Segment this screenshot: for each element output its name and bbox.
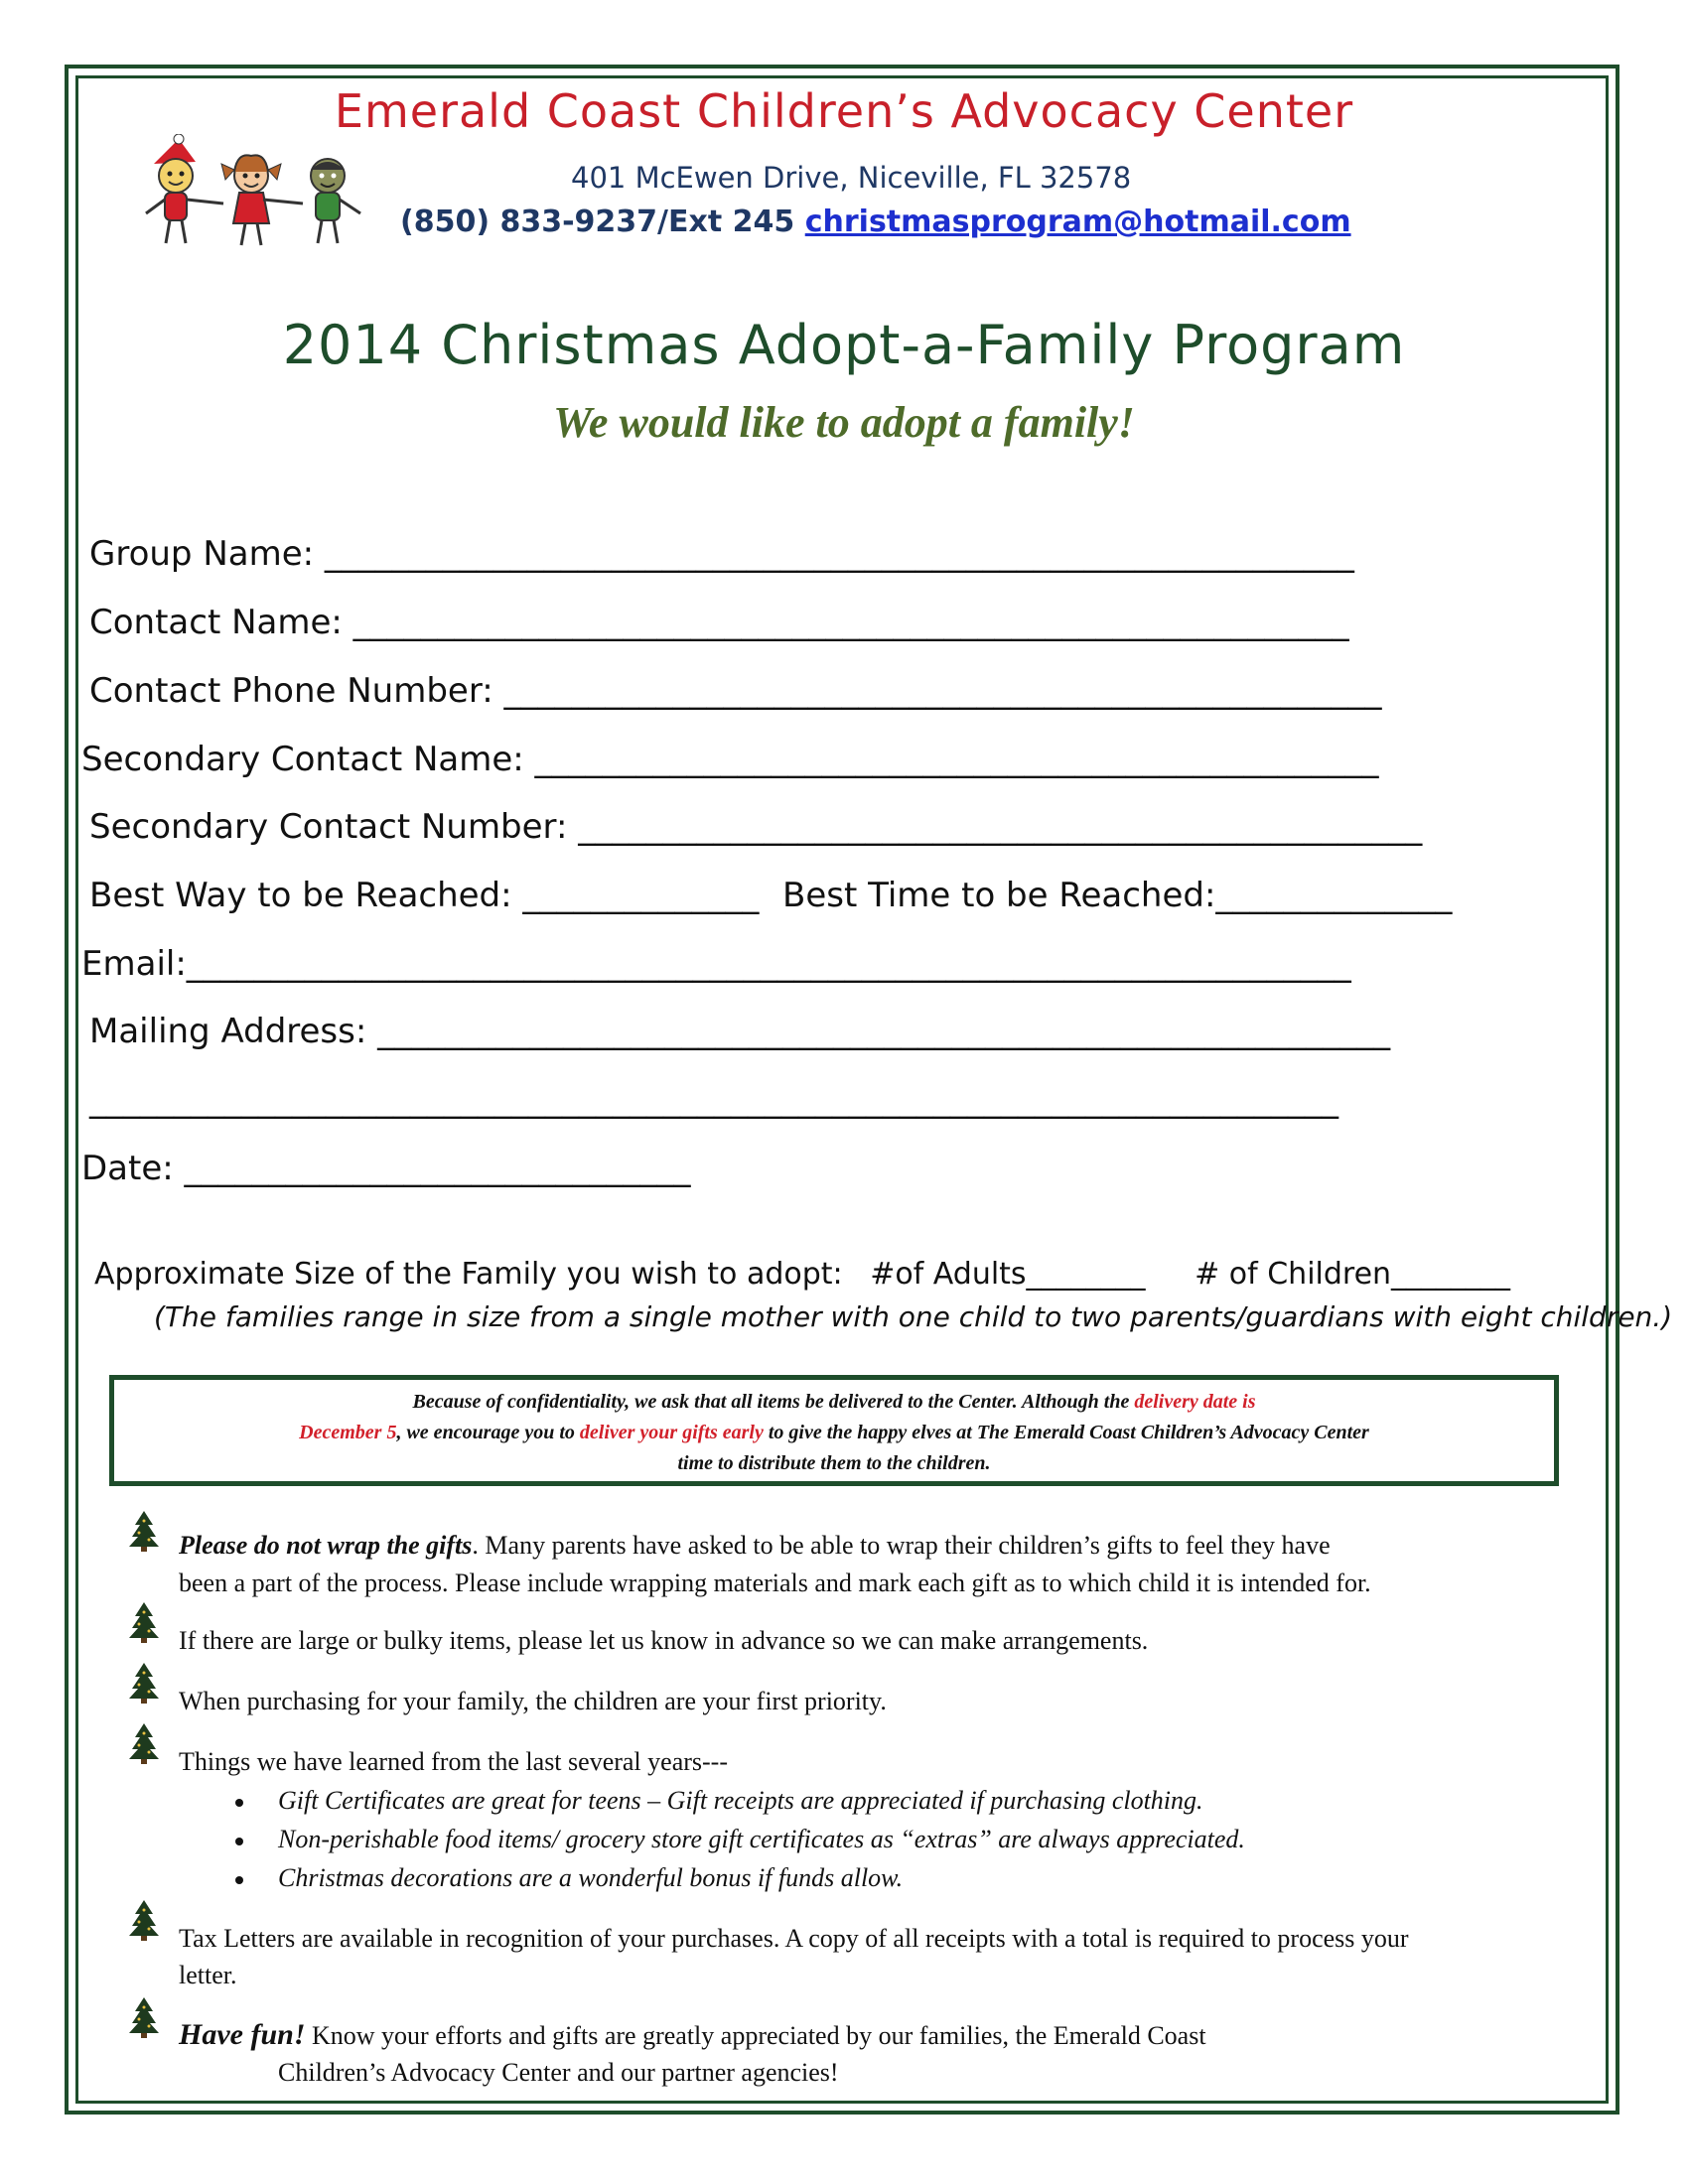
christmas-tree-icon [127, 1898, 161, 1942]
sub-item-gift-certificates: Gift Certificates are great for teens – Gift receipts are appreciated if purchasing clothing. [278, 1786, 1203, 1815]
mailing-address-field[interactable]: Mailing Address: ____________________________________________________________ [89, 1012, 1391, 1051]
sub-bullet-dot [235, 1876, 243, 1884]
christmas-tree-icon [127, 1995, 161, 2039]
christmas-tree-icon [127, 1661, 161, 1705]
christmas-tree-icon [127, 1509, 161, 1553]
bullet-item-wrapping-line2: been a part of the process. Please include wrapping materials and mark each gift as to which child it is intended for. [179, 1569, 1371, 1597]
organization-address: 401 McEwen Drive, Niceville, FL 32578 [571, 161, 1132, 195]
sub-bullet-dot [235, 1838, 243, 1845]
bullet-item-tax-letters: Tax Letters are available in recognition of your purchases. A copy of all receipts with a total is required to process your [179, 1924, 1409, 1953]
bullet-item-priority: When purchasing for your family, the children are your first priority. [179, 1687, 887, 1715]
secondary-contact-number-field[interactable]: Secondary Contact Number: __________________________________________________ [89, 807, 1423, 847]
notice-line-3: time to distribute them to the children. [677, 1452, 991, 1474]
family-size-label: Approximate Size of the Family you wish to adopt: [94, 1257, 843, 1292]
bullet-item-learned: Things we have learned from the last several years--- [179, 1747, 728, 1776]
december-date-highlight: December 5 [299, 1422, 397, 1443]
phone-number: (850) 833-9237/Ext 245 [400, 205, 795, 239]
contact-line [400, 205, 1351, 239]
mailing-address-line2-field[interactable]: __________________________________________________________________________ [89, 1080, 1338, 1120]
notice-line-2: December 5, we encourage you to deliver your gifts early to give the happy elves at The Emerald Coast Children’s Advocacy Center [299, 1422, 1369, 1443]
do-not-wrap-heading: Please do not wrap the gifts [179, 1531, 473, 1560]
secondary-contact-name-field[interactable]: Secondary Contact Name: __________________________________________________ [81, 740, 1379, 779]
email-link[interactable]: christmasprogram@hotmail.com [804, 205, 1351, 239]
best-way-field[interactable]: Best Way to be Reached: ______________ [89, 876, 760, 915]
children-field[interactable]: # of Children________ [1195, 1257, 1511, 1292]
sub-item-decorations: Christmas decorations are a wonderful bonus if funds allow. [278, 1863, 904, 1892]
email-field[interactable]: Email:_____________________________________________________________________ [81, 944, 1351, 984]
best-time-field[interactable]: Best Time to be Reached:______________ [782, 876, 1453, 915]
bullet-item-bulky: If there are large or bulky items, please let us know in advance so we can make arrangements. [179, 1626, 1149, 1655]
children-logo-icon [134, 134, 382, 253]
bullet-item-have-fun: Have fun! Know your efforts and gifts are greatly appreciated by our families, the Emerald Coast [179, 2018, 1206, 2051]
delivery-date-highlight: delivery date is [1134, 1391, 1256, 1413]
bullet-item-tax-letters-line2: letter. [179, 1961, 237, 1989]
bullet-item-wrapping: Please do not wrap the gifts. Many parents have asked to be able to wrap their children’s gifts to feel they have [179, 1531, 1331, 1560]
page-title: 2014 Christmas Adopt-a-Family Program [282, 314, 1406, 376]
deliver-early-highlight: deliver your gifts early [579, 1422, 764, 1443]
sub-bullet-dot [235, 1799, 243, 1807]
adults-field[interactable]: #of Adults________ [870, 1257, 1146, 1292]
group-name-field[interactable]: Group Name: _____________________________________________________________ [89, 534, 1354, 574]
page-subtitle: We would like to adopt a family! [553, 398, 1135, 447]
contact-name-field[interactable]: Contact Name: ___________________________________________________________ [89, 603, 1349, 642]
delivery-notice-box [109, 1375, 1559, 1486]
christmas-tree-icon [127, 1600, 161, 1644]
sub-item-food: Non-perishable food items/ grocery store gift certificates as “extras” are always appreciated. [278, 1825, 1245, 1853]
contact-phone-field[interactable]: Contact Phone Number: ____________________________________________________ [89, 671, 1382, 711]
bullet-item-have-fun-line2: Children’s Advocacy Center and our partner agencies! [278, 2058, 839, 2087]
christmas-tree-icon [127, 1721, 161, 1765]
have-fun-heading: Have fun! [179, 2018, 306, 2051]
notice-line-1: Because of confidentiality, we ask that all items be delivered to the Center. Although the delivery date is [412, 1391, 1256, 1413]
family-size-line [94, 1257, 1510, 1292]
family-size-note: (The families range in size from a single mother with one child to two parents/guardians with eight children.) [154, 1300, 1673, 1333]
organization-name: Emerald Coast Children’s Advocacy Center [334, 84, 1354, 138]
date-field[interactable]: Date: ______________________________ [81, 1149, 691, 1188]
